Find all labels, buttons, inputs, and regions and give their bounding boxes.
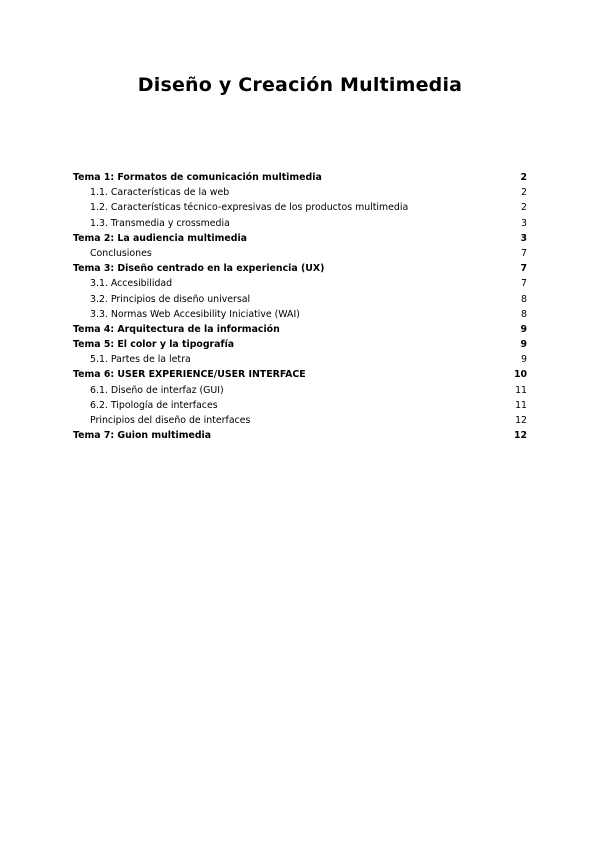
toc-entry-tema-7[interactable] (73, 428, 527, 443)
toc-entry-label: 3.1. Accesibilidad (90, 278, 173, 290)
toc-entry-tema-3[interactable] (73, 261, 527, 276)
toc-entry-tema-5[interactable] (73, 337, 527, 352)
table-of-contents (73, 170, 527, 443)
toc-entry-tema-6[interactable] (73, 367, 527, 382)
toc-entry-page: 7 (521, 247, 527, 259)
toc-entry-3-1[interactable] (73, 276, 527, 291)
toc-entry-page: 9 (521, 354, 527, 366)
toc-entry-label: 1.3. Transmedia y crossmedia (90, 217, 230, 229)
toc-entry-label: Tema 6: USER EXPERIENCE/USER INTERFACE (73, 369, 306, 381)
toc-entry-tema-4[interactable] (73, 322, 527, 337)
toc-entry-label: Conclusiones (90, 247, 152, 259)
toc-entry-conclusiones[interactable] (73, 246, 527, 261)
toc-entry-label: Tema 3: Diseño centrado en la experiencia (UX) (73, 263, 325, 275)
toc-entry-1-3[interactable] (73, 216, 527, 231)
toc-entry-page: 8 (521, 308, 527, 320)
toc-entry-1-1[interactable] (73, 185, 527, 200)
toc-entry-5-1[interactable] (73, 352, 527, 367)
toc-entry-label: 1.1. Características de la web (90, 187, 230, 199)
toc-entry-page: 10 (513, 369, 527, 381)
toc-entry-page: 3 (521, 217, 527, 229)
toc-entry-label: Tema 1: Formatos de comunicación multimedia (73, 172, 322, 183)
toc-entry-page: 11 (515, 399, 527, 411)
toc-entry-page: 7 (520, 263, 527, 275)
toc-entry-page: 3 (520, 232, 527, 244)
toc-entry-label: 3.3. Normas Web Accesibility Iniciative (WAI) (90, 308, 300, 320)
toc-entry-label: Principios del diseño de interfaces (90, 415, 251, 426)
toc-entry-label: Tema 2: La audiencia multimedia (73, 232, 248, 244)
toc-entry-page: 8 (521, 293, 527, 305)
toc-entry-label: 3.2. Principios de diseño universal (90, 293, 251, 305)
toc-entry-page: 12 (515, 415, 527, 426)
toc-entry-principios-interfaces[interactable] (73, 413, 527, 428)
toc-entry-label: 6.2. Tipología de interfaces (90, 399, 218, 411)
toc-entry-3-3[interactable] (73, 307, 527, 322)
toc-entry-label: 6.1. Diseño de interfaz (GUI) (90, 384, 224, 396)
toc-entry-label: 5.1. Partes de la letra (90, 354, 191, 366)
toc-entry-page: 2 (521, 202, 527, 214)
toc-entry-6-2[interactable] (73, 398, 527, 413)
toc-entry-tema-2[interactable] (73, 231, 527, 246)
toc-entry-page: 12 (513, 430, 527, 442)
toc-entry-tema-1[interactable] (73, 170, 527, 185)
toc-entry-label: Tema 7: Guion multimedia (73, 430, 212, 442)
toc-entry-6-1[interactable] (73, 383, 527, 398)
toc-entry-page: 2 (520, 172, 527, 183)
toc-entry-label: Tema 5: El color y la tipografía (73, 339, 235, 351)
toc-entry-1-2[interactable] (73, 200, 527, 215)
toc-entry-page: 2 (521, 187, 527, 199)
toc-entry-page: 7 (521, 278, 527, 290)
toc-entry-page: 9 (520, 339, 527, 351)
toc-entry-label: Tema 4: Arquitectura de la información (73, 323, 280, 335)
page-title: Diseño y Creación Multimedia (137, 74, 463, 96)
toc-entry-page: 11 (515, 384, 527, 396)
toc-entry-page: 9 (520, 323, 527, 335)
toc-entry-3-2[interactable] (73, 292, 527, 307)
toc-entry-label: 1.2. Características técnico-expresivas de los productos multimedia (90, 202, 409, 214)
